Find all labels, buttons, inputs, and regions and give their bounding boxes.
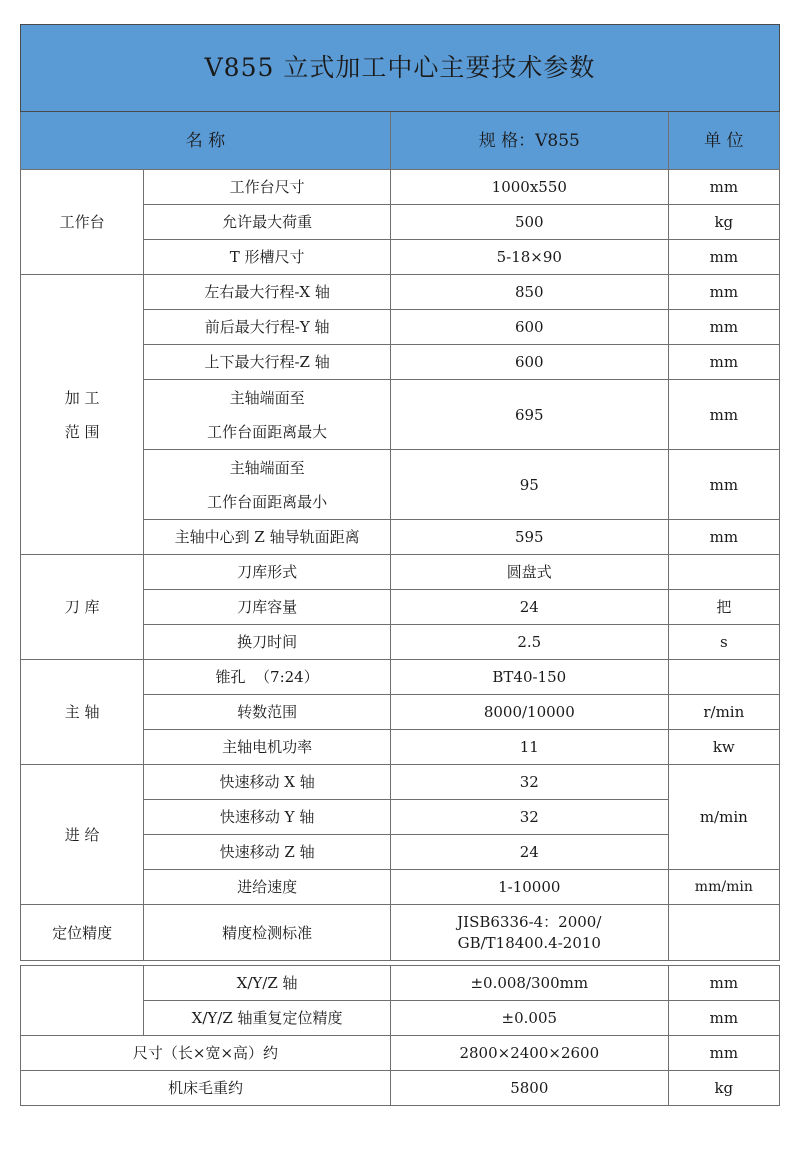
row-value: 5-18×90 xyxy=(390,240,668,275)
row-value: 850 xyxy=(390,275,668,310)
header-row xyxy=(21,112,780,170)
row-item: T 形槽尺寸 xyxy=(144,240,391,275)
spec-table xyxy=(20,24,780,1106)
row-item: 主轴中心到 Z 轴导轨面距离 xyxy=(144,520,391,555)
row-unit xyxy=(668,555,779,590)
row-unit: mm xyxy=(668,275,779,310)
row-item: 前后最大行程-Y 轴 xyxy=(144,310,391,345)
row-item-line1: 主轴端面至 xyxy=(229,388,305,407)
group-worktable: 工作台 xyxy=(21,170,144,275)
row-item: 换刀时间 xyxy=(144,625,391,660)
row-value xyxy=(390,905,668,961)
row-unit: mm xyxy=(668,170,779,205)
row-unit: 把 xyxy=(668,590,779,625)
row-value: ±0.005 xyxy=(390,1001,668,1036)
row-value: 11 xyxy=(390,730,668,765)
row-value: 2.5 xyxy=(390,625,668,660)
row-unit: mm xyxy=(668,450,779,520)
row-item: 刀库形式 xyxy=(144,555,391,590)
row-value: 600 xyxy=(390,310,668,345)
row-item-line2: 工作台面距离最小 xyxy=(207,492,328,511)
row-unit: mm xyxy=(668,380,779,450)
row-unit: mm xyxy=(668,520,779,555)
row-item: 允许最大荷重 xyxy=(144,205,391,240)
row-item: 左右最大行程-X 轴 xyxy=(144,275,391,310)
table-row xyxy=(21,1036,780,1071)
row-item: 进给速度 xyxy=(144,870,391,905)
table-row xyxy=(21,966,780,1001)
header-name: 名 称 xyxy=(21,112,391,170)
row-value: 95 xyxy=(390,450,668,520)
row-unit: mm xyxy=(668,966,779,1001)
group-range-line1: 加 工 xyxy=(64,388,100,407)
row-value: 695 xyxy=(390,380,668,450)
row-value: 500 xyxy=(390,205,668,240)
row-item: 快速移动 X 轴 xyxy=(144,765,391,800)
row-item: 尺寸（长×宽×高）约 xyxy=(21,1036,391,1071)
row-item: 快速移动 Y 轴 xyxy=(144,800,391,835)
row-value: 24 xyxy=(390,590,668,625)
page-title: V855 立式加工中心主要技术参数 xyxy=(21,25,780,112)
row-unit: m/min xyxy=(668,765,779,870)
row-item: X/Y/Z 轴重复定位精度 xyxy=(144,1001,391,1036)
row-item-line1: 主轴端面至 xyxy=(229,458,305,477)
row-value-line1: JISB6336-4：2000/ xyxy=(457,912,602,931)
row-value: ±0.008/300mm xyxy=(390,966,668,1001)
row-unit: kg xyxy=(668,1071,779,1106)
row-unit: r/min xyxy=(668,695,779,730)
group-magazine: 刀 库 xyxy=(21,555,144,660)
row-item: 精度检测标准 xyxy=(144,905,391,961)
row-item-line2: 工作台面距离最大 xyxy=(207,422,328,441)
row-value: 32 xyxy=(390,800,668,835)
row-value: 24 xyxy=(390,835,668,870)
row-item: X/Y/Z 轴 xyxy=(144,966,391,1001)
row-value: 595 xyxy=(390,520,668,555)
group-feed: 进 给 xyxy=(21,765,144,905)
table-row xyxy=(21,275,780,310)
row-value: BT40-150 xyxy=(390,660,668,695)
row-value: 1000x550 xyxy=(390,170,668,205)
group-blank xyxy=(21,966,144,1036)
row-unit: mm xyxy=(668,240,779,275)
table-row xyxy=(21,1071,780,1106)
row-unit: kg xyxy=(668,205,779,240)
row-value: 32 xyxy=(390,765,668,800)
group-range xyxy=(21,275,144,555)
row-unit: mm xyxy=(668,310,779,345)
group-range-line2: 范 围 xyxy=(64,422,100,441)
group-spindle: 主 轴 xyxy=(21,660,144,765)
spec-sheet xyxy=(20,24,780,1106)
row-unit: mm xyxy=(668,1036,779,1071)
row-unit: mm xyxy=(668,345,779,380)
row-value: 5800 xyxy=(390,1071,668,1106)
group-positioning: 定位精度 xyxy=(21,905,144,961)
row-unit: s xyxy=(668,625,779,660)
row-unit: kw xyxy=(668,730,779,765)
table-row xyxy=(21,660,780,695)
row-item xyxy=(144,450,391,520)
row-item: 工作台尺寸 xyxy=(144,170,391,205)
row-unit: mm xyxy=(668,1001,779,1036)
row-unit: mm/min xyxy=(668,870,779,905)
row-item xyxy=(144,380,391,450)
row-value: 600 xyxy=(390,345,668,380)
row-item: 锥孔 （7:24） xyxy=(144,660,391,695)
row-item: 转数范围 xyxy=(144,695,391,730)
row-item: 机床毛重约 xyxy=(21,1071,391,1106)
header-spec: 规 格：V855 xyxy=(390,112,668,170)
row-unit xyxy=(668,660,779,695)
row-value: 圆盘式 xyxy=(390,555,668,590)
row-value: 2800×2400×2600 xyxy=(390,1036,668,1071)
table-row xyxy=(21,905,780,961)
row-item: 上下最大行程-Z 轴 xyxy=(144,345,391,380)
row-value: 1-10000 xyxy=(390,870,668,905)
row-item: 主轴电机功率 xyxy=(144,730,391,765)
header-unit: 单 位 xyxy=(668,112,779,170)
table-row xyxy=(21,555,780,590)
row-value-line2: GB/T18400.4-2010 xyxy=(457,933,601,952)
row-item: 快速移动 Z 轴 xyxy=(144,835,391,870)
row-value: 8000/10000 xyxy=(390,695,668,730)
row-unit xyxy=(668,905,779,961)
table-row xyxy=(21,765,780,800)
table-row xyxy=(21,170,780,205)
row-item: 刀库容量 xyxy=(144,590,391,625)
